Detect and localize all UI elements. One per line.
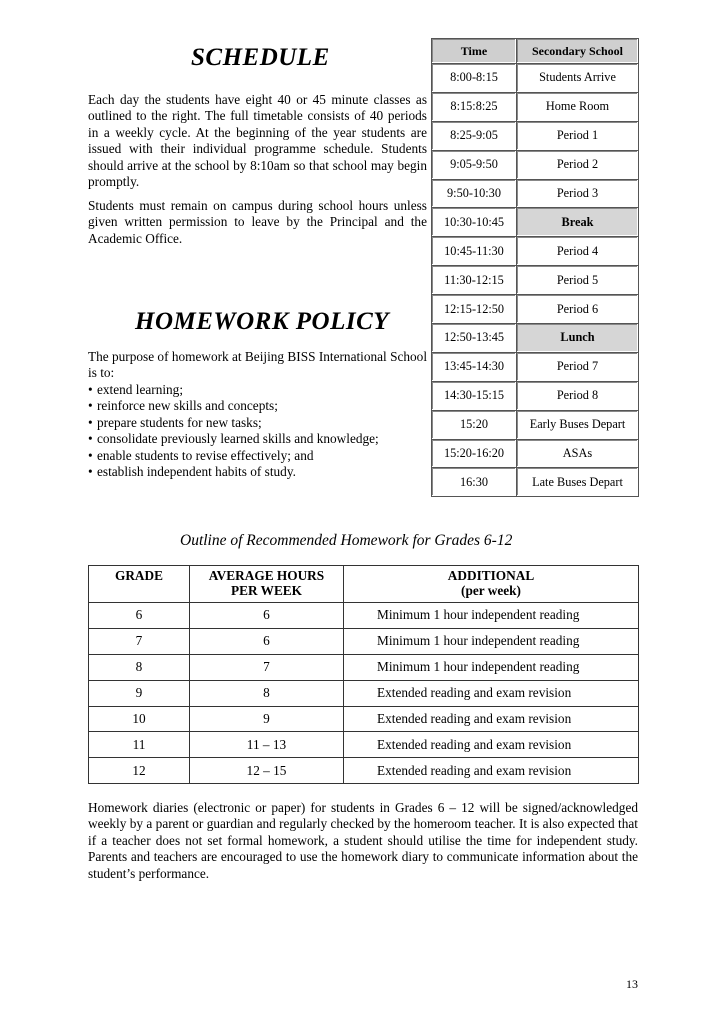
homework-purpose-text: establish independent habits of study. bbox=[97, 464, 296, 480]
timetable-row bbox=[432, 64, 639, 93]
bullet-icon: • bbox=[88, 447, 93, 463]
additional-cell: Extended reading and exam revision bbox=[344, 732, 639, 758]
homework-purpose-text: extend learning; bbox=[97, 382, 184, 397]
homework-purpose-list bbox=[88, 382, 427, 480]
bullet-icon: • bbox=[88, 414, 93, 430]
timetable-row bbox=[432, 324, 639, 353]
timetable-activity-cell: Period 6 bbox=[517, 295, 639, 324]
timetable-row bbox=[432, 352, 639, 381]
timetable-row bbox=[432, 121, 639, 150]
timetable-time-cell: 10:45-11:30 bbox=[432, 237, 517, 266]
homework-policy-heading: HOMEWORK POLICY bbox=[135, 308, 390, 335]
grade-column-header: GRADE bbox=[89, 566, 190, 603]
homework-purpose-text: prepare students for new tasks; bbox=[97, 414, 262, 430]
timetable-row bbox=[432, 208, 639, 237]
homework-table-row bbox=[89, 680, 639, 706]
timetable-time-cell: 12:15-12:50 bbox=[432, 295, 517, 324]
timetable-activity-cell: Period 3 bbox=[517, 179, 639, 208]
additional-header-line2: (per week) bbox=[461, 583, 521, 598]
additional-cell: Minimum 1 hour independent reading bbox=[344, 603, 639, 629]
bullet-icon: • bbox=[88, 398, 93, 414]
grade-cell: 9 bbox=[89, 680, 190, 706]
schedule-paragraph: Each day the students have eight 40 or 45 minute classes as outlined to the right. The full timetable consists of 40 periods in a weekly cycle. At the beginning of the year students are issued with their individual programme schedule. Students should arrive at the school by 8:10am so that school may begin promptly. bbox=[88, 92, 427, 190]
hours-cell: 9 bbox=[190, 706, 344, 732]
timetable-time-cell: 10:30-10:45 bbox=[432, 208, 517, 237]
additional-cell: Extended reading and exam revision bbox=[344, 680, 639, 706]
timetable-row bbox=[432, 439, 639, 468]
timetable-time-cell: 11:30-12:15 bbox=[432, 266, 517, 295]
time-column-header: Time bbox=[432, 39, 517, 64]
homework-intro: The purpose of homework at Beijing BISS International School is to: bbox=[88, 349, 428, 381]
timetable-activity-cell: Period 7 bbox=[517, 352, 639, 381]
homework-purpose-item bbox=[88, 382, 427, 398]
homework-purpose-text: consolidate previously learned skills and knowledge; bbox=[97, 431, 379, 447]
homework-table-row bbox=[89, 758, 639, 784]
grade-cell: 11 bbox=[89, 732, 190, 758]
bullet-icon: • bbox=[88, 431, 93, 447]
timetable-row bbox=[432, 179, 639, 208]
timetable-row bbox=[432, 92, 639, 121]
timetable-time-cell: 9:05-9:50 bbox=[432, 150, 517, 179]
homework-table-row bbox=[89, 706, 639, 732]
homework-purpose-item bbox=[88, 448, 427, 464]
timetable-activity-cell: ASAs bbox=[517, 439, 639, 468]
additional-cell: Extended reading and exam revision bbox=[344, 706, 639, 732]
hours-cell: 12 – 15 bbox=[190, 758, 344, 784]
timetable-time-cell: 8:15:8:25 bbox=[432, 92, 517, 121]
homework-purpose-item bbox=[88, 415, 427, 431]
recommended-homework-table bbox=[88, 565, 639, 784]
additional-cell: Minimum 1 hour independent reading bbox=[344, 628, 639, 654]
timetable-row bbox=[432, 266, 639, 295]
bullet-icon: • bbox=[88, 382, 93, 397]
timetable-time-cell: 15:20 bbox=[432, 410, 517, 439]
timetable-activity-cell: Period 8 bbox=[517, 381, 639, 410]
timetable-activity-cell: Home Room bbox=[517, 92, 639, 121]
hours-cell: 11 – 13 bbox=[190, 732, 344, 758]
additional-cell: Minimum 1 hour independent reading bbox=[344, 654, 639, 680]
homework-diary-paragraph: Homework diaries (electronic or paper) for students in Grades 6 – 12 will be signed/acknowledged weekly by a parent or guardian and regularly checked by the homeroom teacher. It is also expected that if a teacher does not set formal homework, a student should utilise the time for independent study. Parents and teachers are encouraged to use the homework diary to communicate information about the student’s performance. bbox=[88, 800, 638, 881]
homework-purpose-item bbox=[88, 464, 427, 480]
timetable-row bbox=[432, 150, 639, 179]
timetable-activity-cell: Early Buses Depart bbox=[517, 410, 639, 439]
grade-cell: 8 bbox=[89, 654, 190, 680]
homework-table-row bbox=[89, 603, 639, 629]
homework-table-row bbox=[89, 628, 639, 654]
timetable-activity-cell: Period 1 bbox=[517, 121, 639, 150]
page-number: 13 bbox=[626, 977, 638, 991]
timetable-time-cell: 13:45-14:30 bbox=[432, 352, 517, 381]
timetable-time-cell: 15:20-16:20 bbox=[432, 439, 517, 468]
timetable-time-cell: 14:30-15:15 bbox=[432, 381, 517, 410]
timetable-row bbox=[432, 468, 639, 497]
timetable-row bbox=[432, 237, 639, 266]
schedule-heading: SCHEDULE bbox=[191, 44, 330, 71]
timetable-row bbox=[432, 295, 639, 324]
homework-purpose-text: reinforce new skills and concepts; bbox=[97, 398, 278, 414]
homework-purpose-text: enable students to revise effectively; and bbox=[97, 447, 314, 463]
timetable-row bbox=[432, 410, 639, 439]
homework-table-row bbox=[89, 732, 639, 758]
hours-header-line1: AVERAGE HOURS bbox=[208, 568, 325, 583]
additional-column-header bbox=[344, 566, 639, 603]
additional-header-line1: ADDITIONAL bbox=[447, 568, 535, 583]
timetable-activity-cell: Period 4 bbox=[517, 237, 639, 266]
homework-table-row bbox=[89, 654, 639, 680]
timetable-activity-cell: Late Buses Depart bbox=[517, 468, 639, 497]
secondary-school-column-header: Secondary School bbox=[517, 39, 639, 64]
timetable-time-cell: 9:50-10:30 bbox=[432, 179, 517, 208]
timetable-time-cell: 16:30 bbox=[432, 468, 517, 497]
grade-cell: 12 bbox=[89, 758, 190, 784]
homework-purpose-item bbox=[88, 398, 427, 414]
hours-cell: 7 bbox=[190, 654, 344, 680]
hours-cell: 6 bbox=[190, 628, 344, 654]
hours-header-line2: PER WEEK bbox=[230, 583, 303, 598]
hours-cell: 6 bbox=[190, 603, 344, 629]
homework-outline-caption: Outline of Recommended Homework for Grades 6-12 bbox=[180, 532, 513, 549]
grade-cell: 6 bbox=[89, 603, 190, 629]
homework-purpose-item bbox=[88, 431, 427, 447]
additional-cell: Extended reading and exam revision bbox=[344, 758, 639, 784]
timetable-time-cell: 8:00-8:15 bbox=[432, 64, 517, 93]
timetable-row bbox=[432, 381, 639, 410]
timetable-activity-cell: Break bbox=[517, 208, 639, 237]
timetable-activity-cell: Lunch bbox=[517, 324, 639, 353]
grade-cell: 7 bbox=[89, 628, 190, 654]
hours-column-header bbox=[190, 566, 344, 603]
daily-timetable bbox=[431, 38, 639, 497]
hours-cell: 8 bbox=[190, 680, 344, 706]
timetable-time-cell: 12:50-13:45 bbox=[432, 324, 517, 353]
grade-cell: 10 bbox=[89, 706, 190, 732]
timetable-header-row bbox=[432, 39, 639, 64]
timetable-activity-cell: Students Arrive bbox=[517, 64, 639, 93]
timetable-activity-cell: Period 2 bbox=[517, 150, 639, 179]
timetable-activity-cell: Period 5 bbox=[517, 266, 639, 295]
timetable-time-cell: 8:25-9:05 bbox=[432, 121, 517, 150]
campus-rule-paragraph: Students must remain on campus during school hours unless given written permission to leave by the Principal and the Academic Office. bbox=[88, 198, 427, 246]
bullet-icon: • bbox=[88, 464, 93, 480]
homework-table-header-row bbox=[89, 566, 639, 603]
